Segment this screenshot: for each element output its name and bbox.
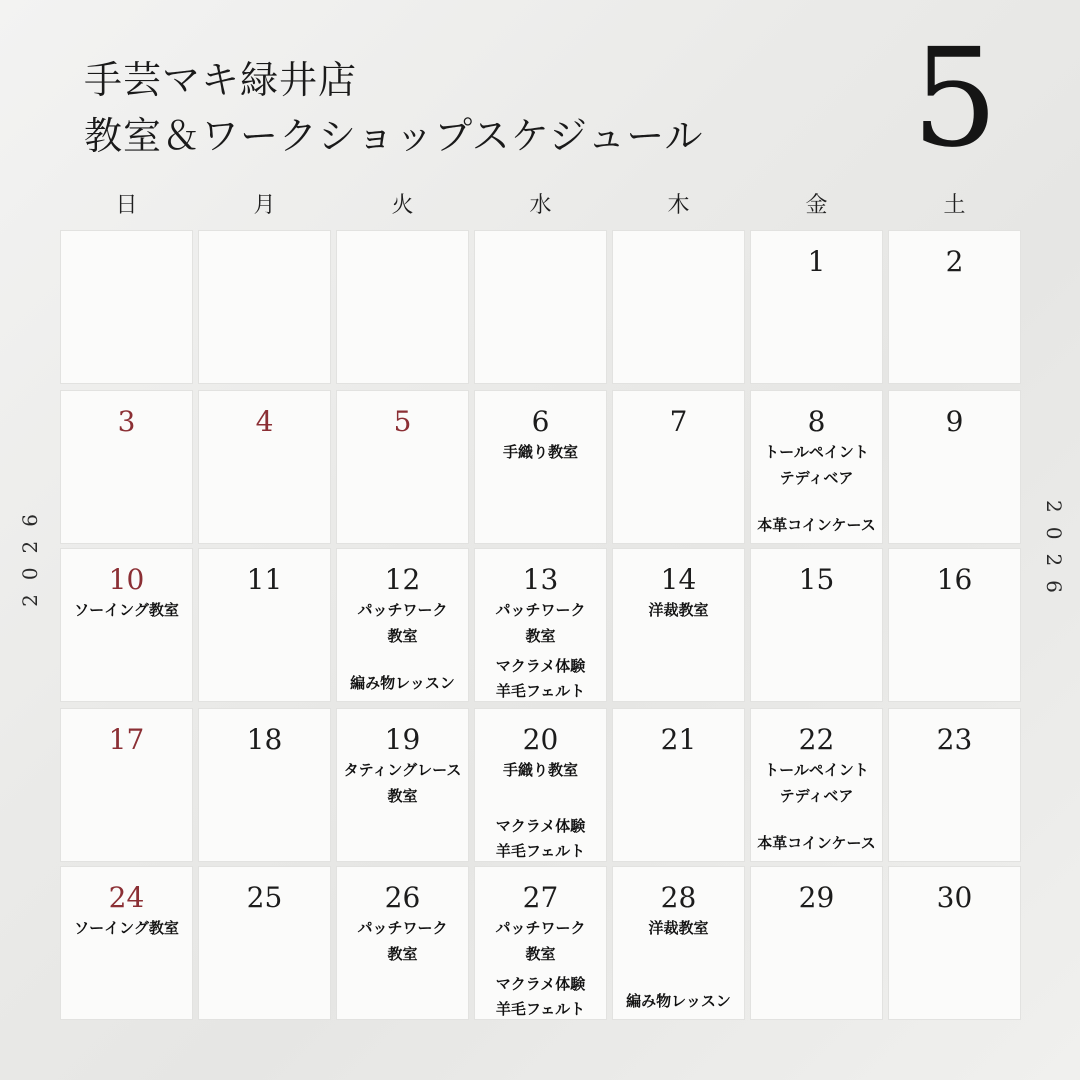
- event-label: 編み物レッスン: [350, 674, 455, 692]
- day-number: 1: [807, 245, 826, 278]
- day-number: 23: [936, 723, 973, 756]
- day-cell[interactable]: [475, 867, 606, 1019]
- day-cell[interactable]: [613, 709, 744, 861]
- event-label: 手織り教室: [502, 761, 578, 779]
- weekday-2: 火: [391, 193, 414, 218]
- event-label: 羊毛フェルト: [495, 1000, 586, 1018]
- day-cell[interactable]: [61, 549, 192, 701]
- day-cell[interactable]: [751, 549, 882, 701]
- day-number: 11: [246, 563, 283, 596]
- day-cell[interactable]: [61, 391, 192, 543]
- day-number: 22: [798, 723, 835, 756]
- day-cell[interactable]: [889, 709, 1020, 861]
- event-label: タティングレース: [343, 761, 462, 779]
- day-number: 17: [108, 723, 145, 756]
- day-cell[interactable]: [613, 391, 744, 543]
- event-label: 羊毛フェルト: [495, 682, 586, 700]
- weekday-1: 月: [253, 193, 276, 218]
- day-number: 21: [660, 723, 697, 756]
- weekday-3: 水: [529, 193, 552, 218]
- empty-day-cell: [475, 231, 606, 383]
- event-label: マクラメ体験: [495, 817, 586, 835]
- day-cell[interactable]: [751, 709, 882, 861]
- day-number: 4: [255, 405, 274, 438]
- event-label: テディベア: [779, 787, 854, 805]
- day-number: 7: [669, 405, 688, 438]
- event-label: パッチワーク: [495, 919, 586, 937]
- day-number: 10: [108, 563, 145, 596]
- day-number: 9: [945, 405, 964, 438]
- empty-day-cell: [337, 231, 468, 383]
- day-number: 29: [798, 881, 835, 914]
- event-label: 洋裁教室: [648, 919, 709, 937]
- day-cell[interactable]: [889, 549, 1020, 701]
- event-label: 編み物レッスン: [626, 992, 731, 1010]
- day-cell[interactable]: [889, 391, 1020, 543]
- day-number: 13: [522, 563, 559, 596]
- event-label: パッチワーク: [357, 601, 448, 619]
- day-number: 18: [246, 723, 283, 756]
- day-cell[interactable]: [199, 867, 330, 1019]
- event-label: トールペイント: [764, 443, 869, 461]
- event-label: ソーイング教室: [74, 919, 179, 937]
- day-cell[interactable]: [199, 391, 330, 543]
- schedule-title: 教室＆ワークショップスケジュール: [84, 114, 704, 158]
- event-label: 本革コインケース: [757, 516, 876, 534]
- day-number: 28: [660, 881, 697, 914]
- day-cell[interactable]: [751, 867, 882, 1019]
- event-label: 教室: [525, 627, 556, 645]
- day-cell[interactable]: [61, 709, 192, 861]
- weekday-6: 土: [943, 193, 966, 218]
- day-cell[interactable]: [337, 867, 468, 1019]
- event-label: 本革コインケース: [757, 834, 876, 852]
- event-label: 教室: [387, 945, 418, 963]
- day-cell[interactable]: [199, 549, 330, 701]
- day-cell[interactable]: [475, 549, 606, 701]
- weekday-5: 金: [805, 193, 828, 218]
- day-number: 8: [807, 405, 826, 438]
- weekday-0: 日: [115, 193, 138, 218]
- event-label: 教室: [387, 627, 418, 645]
- day-cell[interactable]: [751, 391, 882, 543]
- event-label: マクラメ体験: [495, 975, 586, 993]
- day-cell[interactable]: [751, 231, 882, 383]
- day-cell[interactable]: [475, 709, 606, 861]
- empty-day-cell: [61, 231, 192, 383]
- shop-name: 手芸マキ緑井店: [84, 58, 358, 102]
- event-label: 教室: [387, 787, 418, 805]
- event-label: マクラメ体験: [495, 657, 586, 675]
- day-cell[interactable]: [337, 391, 468, 543]
- day-cell[interactable]: [337, 549, 468, 701]
- event-label: パッチワーク: [357, 919, 448, 937]
- year-left: 2026: [18, 500, 42, 607]
- day-cell[interactable]: [889, 867, 1020, 1019]
- event-label: 教室: [525, 945, 556, 963]
- day-number: 2: [945, 245, 964, 278]
- event-label: パッチワーク: [495, 601, 586, 619]
- event-label: ソーイング教室: [74, 601, 179, 619]
- event-label: 羊毛フェルト: [495, 842, 586, 860]
- event-label: 洋裁教室: [648, 601, 709, 619]
- event-label: テディベア: [779, 469, 854, 487]
- month-number: 5: [911, 20, 999, 178]
- day-number: 20: [522, 723, 559, 756]
- day-cell[interactable]: [61, 867, 192, 1019]
- empty-day-cell: [613, 231, 744, 383]
- day-number: 6: [531, 405, 550, 438]
- day-number: 14: [660, 563, 697, 596]
- day-number: 27: [522, 881, 559, 914]
- day-number: 24: [108, 881, 145, 914]
- day-number: 16: [936, 563, 973, 596]
- day-cell[interactable]: [199, 709, 330, 861]
- day-number: 19: [384, 723, 421, 756]
- day-cell[interactable]: [613, 867, 744, 1019]
- event-label: 手織り教室: [502, 443, 578, 461]
- day-cell[interactable]: [889, 231, 1020, 383]
- empty-day-cell: [199, 231, 330, 383]
- day-cell[interactable]: [337, 709, 468, 861]
- day-cell[interactable]: [613, 549, 744, 701]
- day-cell[interactable]: [475, 391, 606, 543]
- event-label: トールペイント: [764, 761, 869, 779]
- day-number: 3: [117, 405, 136, 438]
- day-number: 5: [393, 405, 412, 438]
- weekday-4: 木: [667, 193, 690, 218]
- year-right: 2026: [1042, 500, 1066, 607]
- day-number: 15: [798, 563, 835, 596]
- day-number: 25: [246, 881, 283, 914]
- day-number: 26: [384, 881, 421, 914]
- day-number: 12: [384, 563, 421, 596]
- day-number: 30: [936, 881, 973, 914]
